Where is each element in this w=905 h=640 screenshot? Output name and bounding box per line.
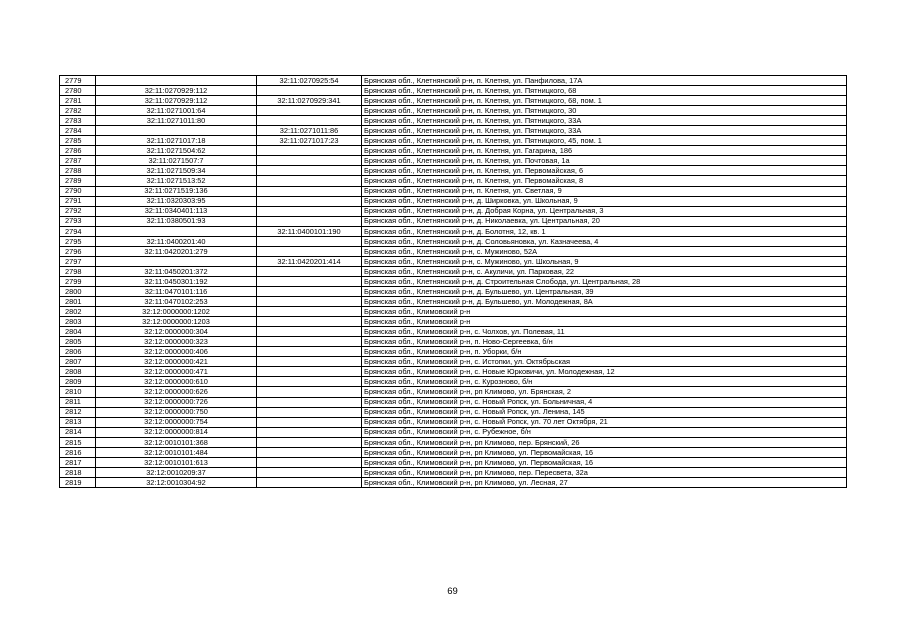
address-cell: Брянская обл., Клетнянский р-н, д. Добрая Корна, ул. Центральная, 3: [362, 206, 847, 216]
row-number-cell: 2819: [60, 477, 96, 487]
object-cadastral-number-cell: [257, 417, 362, 427]
cadastral-number-cell: 32:12:0010209:37: [96, 467, 257, 477]
address-cell: Брянская обл., Клетнянский р-н, п. Клетня, ул. Гагарина, 186: [362, 146, 847, 156]
address-cell: Брянская обл., Клетнянский р-н, п. Клетня, ул. Первомайская, 6: [362, 166, 847, 176]
table-row: [60, 367, 847, 377]
row-number-cell: 2801: [60, 297, 96, 307]
object-cadastral-number-cell: [257, 317, 362, 327]
address-cell: Брянская обл., Клетнянский р-н, п. Клетня, ул. Пятницкого, 68, пом. 1: [362, 96, 847, 106]
address-cell: Брянская обл., Клетнянский р-н, д. Строительная Слобода, ул. Центральная, 28: [362, 276, 847, 286]
cadastral-number-cell: 32:12:0000000:814: [96, 427, 257, 437]
table-row: [60, 447, 847, 457]
row-number-cell: 2808: [60, 367, 96, 377]
cadastral-number-cell: 32:12:0000000:1202: [96, 307, 257, 317]
cadastral-number-cell: 32:12:0000000:304: [96, 327, 257, 337]
cadastral-number-cell: 32:12:0010101:613: [96, 457, 257, 467]
address-cell: Брянская обл., Климовский р-н, с. Новый Ропск, ул. 70 лет Октября, 21: [362, 417, 847, 427]
object-cadastral-number-cell: [257, 437, 362, 447]
object-cadastral-number-cell: [257, 297, 362, 307]
cadastral-number-cell: 32:12:0000000:726: [96, 397, 257, 407]
address-cell: Брянская обл., Климовский р-н, с. Новый Ропск, ул. Ленина, 145: [362, 407, 847, 417]
data-table: [59, 75, 847, 488]
object-cadastral-number-cell: 32:11:0400101:190: [257, 226, 362, 236]
cadastral-number-cell: 32:11:0271017:18: [96, 136, 257, 146]
row-number-cell: 2804: [60, 327, 96, 337]
row-number-cell: 2795: [60, 236, 96, 246]
row-number-cell: 2802: [60, 307, 96, 317]
table-row: [60, 437, 847, 447]
cadastral-number-cell: [96, 226, 257, 236]
object-cadastral-number-cell: [257, 407, 362, 417]
table-row: [60, 166, 847, 176]
cadastral-number-cell: 32:11:0271507:7: [96, 156, 257, 166]
address-cell: Брянская обл., Климовский р-н, рп Климово, пер. Брянский, 26: [362, 437, 847, 447]
table-body: [60, 76, 847, 488]
table-row: [60, 236, 847, 246]
object-cadastral-number-cell: 32:11:0271017:23: [257, 136, 362, 146]
object-cadastral-number-cell: [257, 377, 362, 387]
address-cell: Брянская обл., Клетнянский р-н, п. Клетня, ул. Пятницкого, 33А: [362, 116, 847, 126]
table-row: [60, 297, 847, 307]
address-cell: Брянская обл., Климовский р-н, с. Рубежное, б/н: [362, 427, 847, 437]
table-row: [60, 286, 847, 296]
row-number-cell: 2781: [60, 96, 96, 106]
table-row: [60, 126, 847, 136]
cadastral-number-cell: 32:12:0000000:421: [96, 357, 257, 367]
table-row: [60, 276, 847, 286]
address-cell: Брянская обл., Климовский р-н: [362, 307, 847, 317]
cadastral-number-cell: 32:11:0450301:192: [96, 276, 257, 286]
cadastral-number-cell: 32:11:0271504:62: [96, 146, 257, 156]
row-number-cell: 2805: [60, 337, 96, 347]
address-cell: Брянская обл., Клетнянский р-н, п. Клетня, ул. Панфилова, 17А: [362, 76, 847, 86]
cadastral-number-cell: 32:11:0271513:52: [96, 176, 257, 186]
object-cadastral-number-cell: [257, 347, 362, 357]
object-cadastral-number-cell: [257, 457, 362, 467]
address-cell: Брянская обл., Клетнянский р-н, п. Клетня, ул. Почтовая, 1а: [362, 156, 847, 166]
address-cell: Брянская обл., Клетнянский р-н, д. Болотня, 12, кв. 1: [362, 226, 847, 236]
table-row: [60, 176, 847, 186]
address-cell: Брянская обл., Климовский р-н, с. Истопки, ул. Октябрьская: [362, 357, 847, 367]
cadastral-number-cell: 32:12:0000000:626: [96, 387, 257, 397]
row-number-cell: 2789: [60, 176, 96, 186]
object-cadastral-number-cell: [257, 116, 362, 126]
address-cell: Брянская обл., Клетнянский р-н, п. Клетня, ул. Пятницкого, 30: [362, 106, 847, 116]
row-number-cell: 2797: [60, 256, 96, 266]
cadastral-number-cell: 32:12:0000000:1203: [96, 317, 257, 327]
row-number-cell: 2784: [60, 126, 96, 136]
table-row: [60, 106, 847, 116]
address-cell: Брянская обл., Клетнянский р-н, п. Клетня, ул. Пятницкого, 33А: [362, 126, 847, 136]
address-cell: Брянская обл., Клетнянский р-н, п. Клетня, ул. Первомайская, 8: [362, 176, 847, 186]
row-number-cell: 2791: [60, 196, 96, 206]
address-cell: Брянская обл., Клетнянский р-н, п. Клетня, ул. Пятницкого, 68: [362, 86, 847, 96]
object-cadastral-number-cell: [257, 206, 362, 216]
address-cell: Брянская обл., Клетнянский р-н, д. Ширковка, ул. Школьная, 9: [362, 196, 847, 206]
address-cell: Брянская обл., Климовский р-н, п. Ново-Сергеевка, б/н: [362, 337, 847, 347]
row-number-cell: 2788: [60, 166, 96, 176]
address-cell: Брянская обл., Клетнянский р-н, с. Мужиново, 52А: [362, 246, 847, 256]
row-number-cell: 2800: [60, 286, 96, 296]
object-cadastral-number-cell: [257, 367, 362, 377]
row-number-cell: 2812: [60, 407, 96, 417]
cadastral-number-cell: 32:12:0010101:484: [96, 447, 257, 457]
address-cell: Брянская обл., Клетнянский р-н, д. Соловьяновка, ул. Казначеева, 4: [362, 236, 847, 246]
object-cadastral-number-cell: [257, 156, 362, 166]
object-cadastral-number-cell: [257, 266, 362, 276]
row-number-cell: 2807: [60, 357, 96, 367]
table-row: [60, 397, 847, 407]
row-number-cell: 2787: [60, 156, 96, 166]
object-cadastral-number-cell: [257, 327, 362, 337]
row-number-cell: 2780: [60, 86, 96, 96]
cadastral-number-cell: 32:11:0270929:112: [96, 96, 257, 106]
object-cadastral-number-cell: [257, 176, 362, 186]
table-row: [60, 307, 847, 317]
table-row: [60, 116, 847, 126]
cadastral-number-cell: 32:11:0271011:80: [96, 116, 257, 126]
object-cadastral-number-cell: 32:11:0420201:414: [257, 256, 362, 266]
row-number-cell: 2810: [60, 387, 96, 397]
address-cell: Брянская обл., Клетнянский р-н, д. Бульшево, ул. Центральная, 39: [362, 286, 847, 296]
object-cadastral-number-cell: [257, 166, 362, 176]
address-cell: Брянская обл., Климовский р-н, рп Климово, ул. Первомайская, 16: [362, 457, 847, 467]
table-row: [60, 357, 847, 367]
row-number-cell: 2799: [60, 276, 96, 286]
address-cell: Брянская обл., Клетнянский р-н, п. Клетня, ул. Светлая, 9: [362, 186, 847, 196]
table-row: [60, 246, 847, 256]
table-row: [60, 457, 847, 467]
address-cell: Брянская обл., Клетнянский р-н, с. Акуличи, ул. Парковая, 22: [362, 266, 847, 276]
cadastral-number-cell: 32:12:0010304:92: [96, 477, 257, 487]
cadastral-number-cell: [96, 76, 257, 86]
row-number-cell: 2813: [60, 417, 96, 427]
table-row: [60, 96, 847, 106]
cadastral-number-cell: 32:12:0000000:406: [96, 347, 257, 357]
object-cadastral-number-cell: [257, 357, 362, 367]
object-cadastral-number-cell: 32:11:0270925:54: [257, 76, 362, 86]
address-cell: Брянская обл., Климовский р-н, с. Новые Юрковичи, ул. Молодежная, 12: [362, 367, 847, 377]
table-row: [60, 266, 847, 276]
table-row: [60, 337, 847, 347]
table-row: [60, 146, 847, 156]
cadastral-number-cell: 32:12:0000000:610: [96, 377, 257, 387]
cadastral-number-cell: 32:12:0000000:323: [96, 337, 257, 347]
row-number-cell: 2811: [60, 397, 96, 407]
table-row: [60, 407, 847, 417]
row-number-cell: 2790: [60, 186, 96, 196]
table-row: [60, 136, 847, 146]
cadastral-number-cell: 32:11:0400201:40: [96, 236, 257, 246]
cadastral-number-cell: 32:11:0470102:253: [96, 297, 257, 307]
cadastral-number-cell: 32:11:0271001:64: [96, 106, 257, 116]
cadastral-number-cell: 32:11:0271519:136: [96, 186, 257, 196]
object-cadastral-number-cell: [257, 387, 362, 397]
row-number-cell: 2818: [60, 467, 96, 477]
row-number-cell: 2793: [60, 216, 96, 226]
row-number-cell: 2816: [60, 447, 96, 457]
address-cell: Брянская обл., Климовский р-н, рп Климово, пер. Пересвета, 32а: [362, 467, 847, 477]
object-cadastral-number-cell: [257, 106, 362, 116]
table-row: [60, 317, 847, 327]
row-number-cell: 2792: [60, 206, 96, 216]
address-cell: Брянская обл., Климовский р-н, рп Климово, ул. Первомайская, 16: [362, 447, 847, 457]
cadastral-number-cell: 32:11:0420201:279: [96, 246, 257, 256]
cadastral-number-cell: 32:12:0010101:368: [96, 437, 257, 447]
object-cadastral-number-cell: [257, 146, 362, 156]
table-row: [60, 477, 847, 487]
cadastral-number-cell: [96, 126, 257, 136]
cadastral-number-cell: 32:11:0320303:95: [96, 196, 257, 206]
table-row: [60, 216, 847, 226]
row-number-cell: 2815: [60, 437, 96, 447]
page-number: 69: [447, 586, 458, 597]
row-number-cell: 2779: [60, 76, 96, 86]
object-cadastral-number-cell: [257, 276, 362, 286]
address-cell: Брянская обл., Клетнянский р-н, д. Бульшево, ул. Молодежная, 8А: [362, 297, 847, 307]
address-cell: Брянская обл., Климовский р-н, с. Новый Ропск, ул. Больничная, 4: [362, 397, 847, 407]
cadastral-number-cell: 32:12:0000000:754: [96, 417, 257, 427]
object-cadastral-number-cell: [257, 307, 362, 317]
table-row: [60, 256, 847, 266]
row-number-cell: 2798: [60, 266, 96, 276]
cadastral-number-cell: 32:11:0271509:34: [96, 166, 257, 176]
table-row: [60, 327, 847, 337]
object-cadastral-number-cell: 32:11:0271011:86: [257, 126, 362, 136]
cadastral-number-cell: 32:12:0000000:471: [96, 367, 257, 377]
table-row: [60, 347, 847, 357]
table-row: [60, 196, 847, 206]
address-cell: Брянская обл., Климовский р-н, рп Климово, ул. Лесная, 27: [362, 477, 847, 487]
cadastral-number-cell: 32:11:0450201:372: [96, 266, 257, 276]
object-cadastral-number-cell: [257, 337, 362, 347]
table-row: [60, 417, 847, 427]
table-row: [60, 377, 847, 387]
row-number-cell: 2806: [60, 347, 96, 357]
table-row: [60, 76, 847, 86]
table-row: [60, 86, 847, 96]
object-cadastral-number-cell: [257, 467, 362, 477]
object-cadastral-number-cell: [257, 216, 362, 226]
table-row: [60, 206, 847, 216]
object-cadastral-number-cell: [257, 86, 362, 96]
row-number-cell: 2814: [60, 427, 96, 437]
cadastral-number-cell: 32:11:0340401:113: [96, 206, 257, 216]
object-cadastral-number-cell: [257, 236, 362, 246]
address-cell: Брянская обл., Клетнянский р-н, с. Мужиново, ул. Школьная, 9: [362, 256, 847, 266]
address-cell: Брянская обл., Клетнянский р-н, п. Клетня, ул. Пятницкого, 45, пом. 1: [362, 136, 847, 146]
object-cadastral-number-cell: [257, 447, 362, 457]
cadastral-number-cell: 32:11:0470101:116: [96, 286, 257, 296]
object-cadastral-number-cell: [257, 477, 362, 487]
object-cadastral-number-cell: [257, 427, 362, 437]
table-row: [60, 156, 847, 166]
row-number-cell: 2803: [60, 317, 96, 327]
row-number-cell: 2794: [60, 226, 96, 236]
table-row: [60, 186, 847, 196]
cadastral-number-cell: 32:11:0380501:93: [96, 216, 257, 226]
address-cell: Брянская обл., Клетнянский р-н, д. Николаевка, ул. Центральная, 20: [362, 216, 847, 226]
table-row: [60, 467, 847, 477]
object-cadastral-number-cell: [257, 397, 362, 407]
row-number-cell: 2782: [60, 106, 96, 116]
address-cell: Брянская обл., Климовский р-н, с. Чолхов, ул. Полевая, 11: [362, 327, 847, 337]
cadastral-number-cell: [96, 256, 257, 266]
object-cadastral-number-cell: [257, 196, 362, 206]
object-cadastral-number-cell: [257, 286, 362, 296]
row-number-cell: 2809: [60, 377, 96, 387]
table-row: [60, 226, 847, 236]
address-cell: Брянская обл., Климовский р-н, рп Климово, ул. Брянская, 2: [362, 387, 847, 397]
row-number-cell: 2786: [60, 146, 96, 156]
table-row: [60, 387, 847, 397]
row-number-cell: 2817: [60, 457, 96, 467]
cadastral-number-cell: 32:12:0000000:750: [96, 407, 257, 417]
address-cell: Брянская обл., Климовский р-н, п. Уборки, б/н: [362, 347, 847, 357]
address-cell: Брянская обл., Климовский р-н, с. Курозново, б/н: [362, 377, 847, 387]
object-cadastral-number-cell: [257, 246, 362, 256]
object-cadastral-number-cell: 32:11:0270929:341: [257, 96, 362, 106]
row-number-cell: 2783: [60, 116, 96, 126]
object-cadastral-number-cell: [257, 186, 362, 196]
row-number-cell: 2796: [60, 246, 96, 256]
row-number-cell: 2785: [60, 136, 96, 146]
cadastral-number-cell: 32:11:0270929:112: [96, 86, 257, 96]
table-row: [60, 427, 847, 437]
address-cell: Брянская обл., Климовский р-н: [362, 317, 847, 327]
